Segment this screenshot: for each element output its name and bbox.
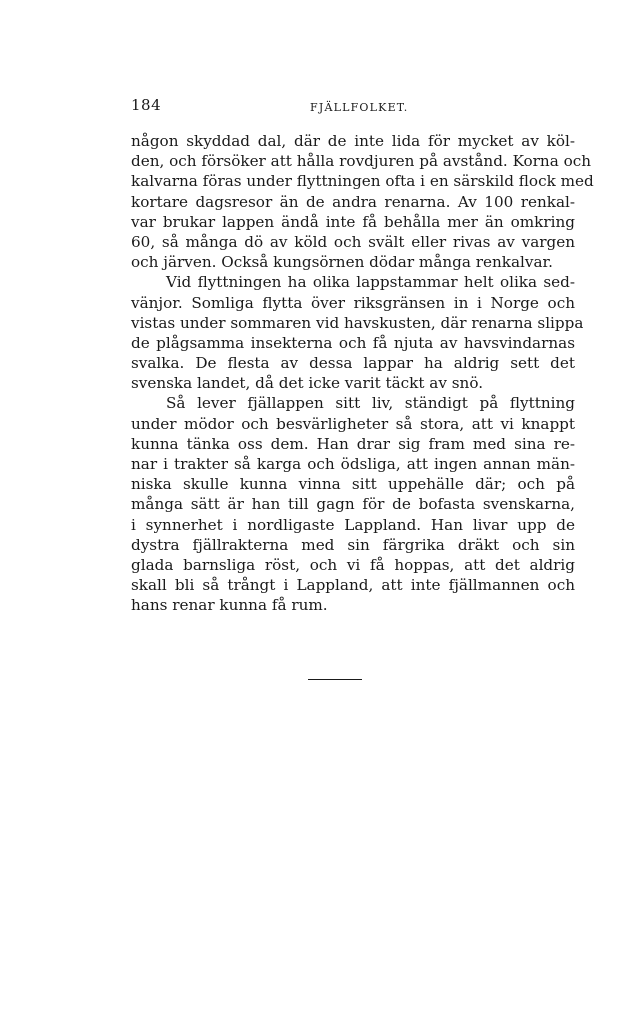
- text-line: någon skyddad dal, där de inte lida för mycket av köl-: [131, 132, 575, 150]
- text-line: kalvarna föras under flyttningen ofta i en särskild flock med: [131, 172, 594, 191]
- text-line: kunna tänka oss dem. Han drar sig fram med sina re-: [131, 434, 575, 453]
- body-text: [131, 131, 594, 616]
- text-line: i synnerhet i nordligaste Lappland. Han livar upp de: [131, 515, 575, 534]
- text-line: var brukar lappen ändå inte få behålla mer än omkring: [131, 212, 575, 231]
- page-number: 184: [131, 96, 162, 114]
- text-line: Så lever fjällappen sitt liv, ständigt på flyttning: [166, 394, 575, 413]
- text-line: vänjor. Somliga flytta över riksgränsen in i Norge och: [131, 293, 575, 312]
- text-line: svenska landet, då det icke varit täckt av snö.: [131, 374, 484, 393]
- text-line: den, och försöker att hålla rovdjuren på avstånd. Korna och: [131, 152, 592, 171]
- text-line: de plågsamma insekterna och få njuta av havsvindarnas: [131, 333, 575, 352]
- text-line: glada barnsliga röst, och vi få hoppas, att det aldrig: [131, 555, 575, 574]
- text-line: nar i trakter så karga och ödsliga, att ingen annan män-: [131, 455, 575, 473]
- text-line: under mödor och besvärligheter så stora, att vi knappt: [131, 414, 575, 433]
- text-line: och järven. Också kungsörnen dödar många renkalvar.: [131, 253, 553, 272]
- section-end-rule: [308, 679, 362, 680]
- text-line: många sätt är han till gagn för de bofasta svenskarna,: [131, 495, 575, 514]
- text-line: svalka. De flesta av dessa lappar ha aldrig sett det: [131, 354, 575, 373]
- text-line: 60, så många dö av köld och svält eller rivas av vargen: [131, 232, 575, 251]
- text-line: niska skulle kunna vinna sitt uppehälle där; och på: [131, 475, 575, 494]
- text-line: vistas under sommaren vid havskusten, där renarna slippa: [131, 313, 584, 332]
- running-title: FJÄLLFOLKET.: [310, 101, 409, 114]
- text-line: hans renar kunna få rum.: [131, 596, 328, 615]
- text-line: dystra fjällrakterna med sin färgrika dräkt och sin: [131, 535, 575, 554]
- text-line: kortare dagsresor än de andra renarna. Av 100 renkal-: [131, 192, 575, 211]
- text-line: Vid flyttningen ha olika lappstammar helt olika sed-: [166, 273, 575, 292]
- text-line: skall bli så trångt i Lappland, att inte fjällmannen och: [131, 576, 575, 595]
